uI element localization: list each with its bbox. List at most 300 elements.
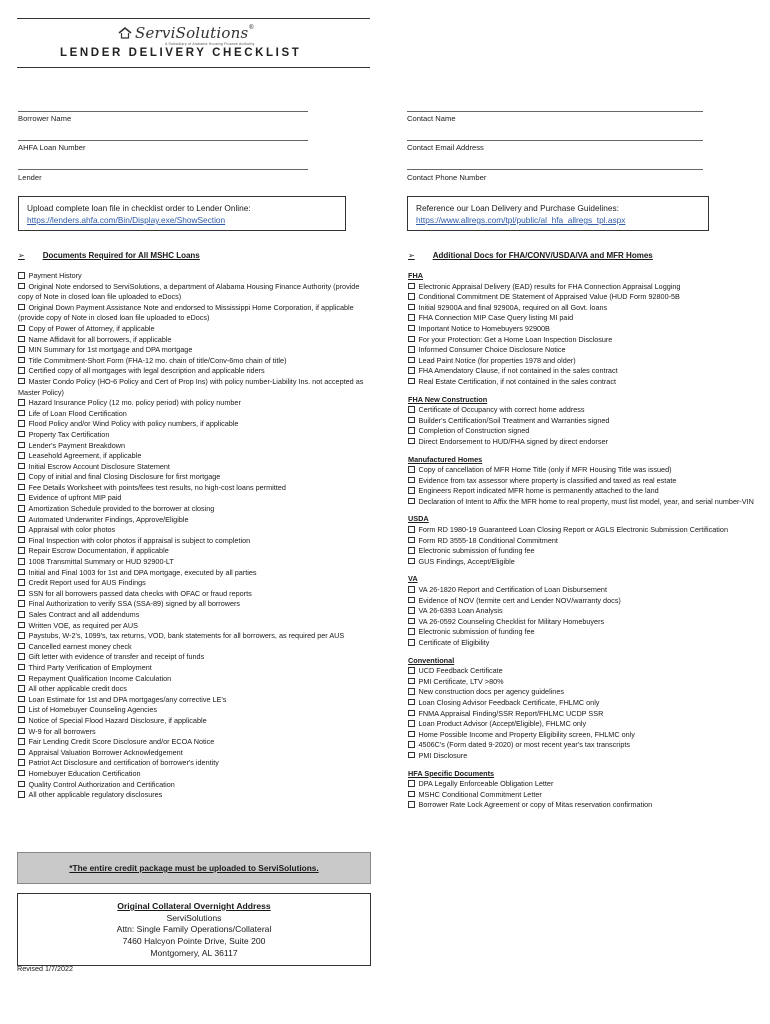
checklist-item [18, 652, 370, 663]
checklist-item [408, 627, 754, 638]
ahfa-loan-number-label: AHFA Loan Number [18, 143, 86, 152]
upload-instructions-box [18, 196, 346, 231]
checklist-item [408, 497, 754, 508]
checklist-item [408, 282, 754, 293]
lender-online-link[interactable]: https://lenders.ahfa.com/Bin/Display.exe/ShowSection [27, 215, 226, 225]
checklist-item-label: Hazard Insurance Policy (12 mo. policy period) with policy number [28, 398, 241, 408]
checklist-item-label: Appraisal with color photos [28, 525, 116, 535]
checklist-item-label: Sales Contract and all addendums [28, 610, 140, 619]
checklist-item [18, 441, 370, 452]
checklist-item [18, 324, 370, 335]
checklist-item [18, 546, 370, 557]
checklist-item-label: Copy of initial and final Closing Disclosure for first mortgage [28, 472, 221, 482]
checklist-item-label: VA 26-6393 Loan Analysis [418, 606, 503, 616]
checkbox[interactable] [408, 367, 415, 374]
borrower-name-line[interactable] [18, 111, 308, 112]
checklist-item [408, 366, 754, 377]
checklist-item-label: GUS Findings, Accept/Eligible [418, 556, 515, 566]
arrow-bullet-icon: ➢ [408, 251, 415, 260]
checklist-item-label: Life of Loan Flood Certification [28, 408, 127, 418]
checklist-item-label: Cancelled earnest money check [28, 641, 132, 651]
checkbox[interactable] [18, 558, 25, 565]
checkbox[interactable] [18, 431, 25, 438]
upload-notice-text: *The entire credit package must be uploaded to ServiSolutions. [69, 863, 319, 873]
checklist-item [18, 271, 370, 282]
address-line: Attn: Single Family Operations/Collateral [116, 924, 272, 935]
checkbox[interactable] [408, 487, 415, 494]
checkbox[interactable] [408, 780, 415, 787]
checklist-item [408, 709, 754, 720]
checklist-item [408, 751, 754, 762]
checkbox[interactable] [18, 781, 25, 788]
required-documents-list [18, 271, 370, 801]
checklist-item-label: Credit Report used for AUS Findings [28, 578, 146, 588]
checklist-item-label: Repayment Qualification Income Calculation [28, 673, 172, 683]
checklist-item-label: Amortization Schedule provided to the borrower at closing [28, 504, 215, 514]
checklist-item-label: For your Protection: Get a Home Loan Inspection Disclosure [418, 334, 613, 344]
checkbox[interactable] [18, 272, 25, 279]
checklist-item-label: W-9 for all borrowers [28, 726, 96, 736]
checklist-item-label: Certificate of Occupancy with correct home address [418, 405, 585, 415]
checkbox[interactable] [408, 477, 415, 484]
checklist-item [408, 536, 754, 547]
checkbox[interactable] [18, 770, 25, 777]
checklist-item [408, 638, 754, 649]
checklist-item-label: Gift letter with evidence of transfer and receipt of funds [28, 652, 205, 662]
subsection-heading: Manufactured Homes [408, 454, 483, 464]
checkbox[interactable] [408, 801, 415, 808]
checklist-item-label: List of Homebuyer Counseling Agencies [28, 705, 158, 715]
checklist-item [408, 719, 754, 730]
page-title: LENDER DELIVERY CHECKLIST [60, 47, 302, 59]
checklist-item-label: Paystubs, W-2's, 1099's, tax returns, VOD, bank statements for all borrowers, as required per AUS [28, 631, 345, 641]
checklist-item [18, 748, 370, 759]
checkbox[interactable] [18, 473, 25, 480]
checklist-item [18, 610, 370, 621]
checkbox[interactable] [408, 336, 415, 343]
checklist-item [408, 687, 754, 698]
checklist-item-label: Patriot Act Disclosure and certification of borrower's identity [28, 758, 219, 768]
checklist-item-label: Electronic Appraisal Delivery (EAD) results for FHA Connection Appraisal Logging [418, 281, 681, 291]
checklist-item [18, 419, 370, 430]
checkbox[interactable] [18, 516, 25, 523]
checkbox[interactable] [18, 728, 25, 735]
checkbox[interactable] [18, 494, 25, 501]
guidelines-link[interactable]: https://www.allregs.com/tpl/public/al_hfa_allregs_tpl.aspx [416, 215, 626, 225]
logo-text: ServiSolutions [135, 24, 249, 42]
logo-trademark: ® [248, 24, 255, 31]
contact-phone-label: Contact Phone Number [407, 173, 487, 182]
borrower-name-label: Borrower Name [18, 114, 72, 123]
checklist-item-label: Final Inspection with color photos if appraisal is subject to completion [28, 535, 251, 545]
checklist-item [408, 800, 754, 811]
checklist-item-label: Engineers Report indicated MFR home is permanently attached to the land [418, 486, 659, 496]
checkbox[interactable] [408, 731, 415, 738]
checklist-item [18, 684, 370, 695]
checklist-item-label: Important Notice to Homebuyers 92900B [418, 323, 550, 333]
checklist-item-label: PMI Disclosure [418, 750, 468, 760]
contact-name-label: Contact Name [407, 114, 456, 123]
checklist-item-label: All other applicable credit docs [28, 684, 127, 694]
checklist-item [18, 674, 370, 685]
checklist-item-label: Certified copy of all mortgages with legal description and applicable riders [28, 366, 265, 376]
checklist-item [408, 585, 754, 596]
checkbox[interactable] [408, 537, 415, 544]
checklist-item [18, 451, 370, 462]
checklist-item [408, 557, 754, 568]
checklist-item [408, 790, 754, 801]
checklist-item [18, 483, 370, 494]
checkbox[interactable] [408, 720, 415, 727]
checkbox[interactable] [408, 304, 415, 311]
checklist-item [18, 282, 370, 303]
checkbox[interactable] [408, 586, 415, 593]
checklist-item [408, 335, 754, 346]
checkbox[interactable] [18, 367, 25, 374]
checklist-item-label: VA 26-1820 Report and Certification of Loan Disbursement [418, 585, 607, 595]
checklist-item-label: Loan Closing Advisor Feedback Certificate, FHLMC only [418, 697, 600, 707]
checklist-item-label: Home Possible Income and Property Eligibility screen, FHLMC only [418, 729, 635, 739]
checkbox[interactable] [18, 410, 25, 417]
checklist-item [18, 462, 370, 473]
checkbox[interactable] [18, 283, 25, 290]
checkbox[interactable] [408, 741, 415, 748]
checklist-item-label: Master Condo Policy (HO-6 Policy and Cert of Prop Ins) with policy number-Liability Ins. not accepted as Master Policy) [18, 376, 364, 397]
address-line: Montgomery, AL 36117 [150, 947, 238, 958]
checkbox[interactable] [408, 699, 415, 706]
checkbox[interactable] [408, 628, 415, 635]
checkbox[interactable] [408, 406, 415, 413]
checklist-item [18, 409, 370, 420]
checkbox[interactable] [18, 590, 25, 597]
checkbox[interactable] [408, 678, 415, 685]
reference-guidelines-box [407, 196, 709, 231]
checklist-item-label: Name Affidavit for all borrowers, if applicable [28, 334, 172, 344]
checklist-item [408, 416, 754, 427]
checkbox[interactable] [18, 738, 25, 745]
checklist-item [408, 677, 754, 688]
checklist-item-label: Form RD 1980-19 Guaranteed Loan Closing Report or AGLS Electronic Submission Certification [418, 525, 728, 535]
checkbox[interactable] [18, 547, 25, 554]
checklist-item [18, 578, 370, 589]
checklist-item [18, 737, 370, 748]
checkbox[interactable] [18, 346, 25, 353]
checklist-item-label: Homebuyer Education Certification [28, 768, 141, 778]
checklist-item [18, 727, 370, 738]
checkbox[interactable] [18, 304, 25, 311]
checklist-item [408, 313, 754, 324]
contact-email-line[interactable] [407, 140, 703, 141]
checkbox[interactable] [18, 717, 25, 724]
checkbox[interactable] [18, 357, 25, 364]
contact-email-label: Contact Email Address [407, 143, 484, 152]
checklist-item [18, 366, 370, 377]
checkbox[interactable] [18, 420, 25, 427]
checklist-item-label: FHA Amendatory Clause, if not contained in the sales contract [418, 366, 618, 376]
right-section-heading [408, 251, 653, 260]
checklist-item-label: SSN for all borrowers passed data checks with OFAC or fraud reports [28, 588, 252, 598]
upload-notice-banner [17, 852, 371, 884]
checkbox[interactable] [18, 749, 25, 756]
header-top-rule [17, 18, 370, 19]
subsection-heading: USDA [408, 514, 429, 524]
right-section-title: Additional Docs for FHA/CONV/USDA/VA and MFR Homes [432, 251, 653, 260]
checkbox[interactable] [18, 675, 25, 682]
upload-instructions-text: Upload complete loan file in checklist order to Lender Online: [27, 203, 251, 213]
subsection-heading: HFA Specific Documents [408, 768, 495, 778]
checkbox[interactable] [18, 696, 25, 703]
checklist-item-label: Evidence of NOV (termite cert and Lender NOV/warranty docs) [418, 595, 621, 605]
checklist-item-label: Evidence from tax assessor where property is classified and taxed as real estate [418, 475, 677, 485]
checklist-item-label: All other applicable regulatory disclosures [28, 790, 163, 800]
checkbox[interactable] [18, 463, 25, 470]
ahfa-loan-number-line[interactable] [18, 140, 308, 141]
contact-name-line[interactable] [407, 111, 703, 112]
arrow-bullet-icon: ➢ [18, 251, 25, 260]
checkbox[interactable] [408, 607, 415, 614]
checkbox[interactable] [18, 537, 25, 544]
checklist-item [18, 557, 370, 568]
checklist-item-label: Notice of Special Flood Hazard Disclosure, if applicable [28, 715, 207, 725]
checklist-item [18, 504, 370, 515]
header-bottom-rule [17, 67, 370, 68]
checklist-item-label: New construction docs per agency guidelines [418, 687, 564, 697]
checklist-item-label: Copy of cancellation of MFR Home Title (only if MFR Housing Title was issued) [418, 465, 672, 475]
collateral-address-box [17, 893, 371, 966]
checkbox[interactable] [408, 417, 415, 424]
logo-tagline: A Subsidiary of Alabama Housing Finance Authority [165, 42, 255, 46]
checkbox[interactable] [18, 378, 25, 385]
checklist-item [408, 303, 754, 314]
checklist-item-label: Property Tax Certification [28, 429, 110, 439]
checkbox[interactable] [18, 632, 25, 639]
checklist-item [18, 536, 370, 547]
checklist-item [18, 663, 370, 674]
checkbox[interactable] [408, 526, 415, 533]
checklist-item [408, 666, 754, 677]
checklist-item [18, 515, 370, 526]
checklist-item [18, 493, 370, 504]
checklist-item [408, 426, 754, 437]
checkbox[interactable] [18, 526, 25, 533]
left-section-title: Documents Required for All MSHC Loans [42, 251, 200, 260]
checklist-item [18, 356, 370, 367]
checkbox[interactable] [408, 558, 415, 565]
checklist-item [408, 486, 754, 497]
checklist-item-label: Real Estate Certification, if not contained in the sales contract [418, 376, 616, 386]
checkbox[interactable] [18, 336, 25, 343]
checklist-item [408, 617, 754, 628]
additional-documents-list [408, 271, 754, 811]
subsection-heading: VA [408, 574, 418, 584]
checkbox[interactable] [408, 466, 415, 473]
checklist-item-label: DPA Legally Enforceable Obligation Letter [418, 779, 554, 789]
checkbox[interactable] [408, 618, 415, 625]
checkbox[interactable] [408, 346, 415, 353]
checkbox[interactable] [408, 283, 415, 290]
address-line: 7460 Halcyon Pointe Drive, Suite 200 [122, 936, 266, 947]
checklist-item [18, 769, 370, 780]
checkbox[interactable] [408, 498, 415, 505]
checklist-item-label: Flood Policy and/or Wind Policy with policy numbers, if applicable [28, 419, 239, 429]
checklist-item-label: Original Note endorsed to ServiSolutions, a department of Alabama Housing Finance Authority (provide copy of Note in closed loan file uploaded to eDocs) [18, 281, 360, 302]
checkbox[interactable] [18, 569, 25, 576]
checklist-item [18, 758, 370, 769]
checklist-item-label: FHA Connection MIP Case Query listing MI paid [418, 313, 574, 323]
checklist-item [408, 324, 754, 335]
checklist-item-label: Final Authorization to verify SSA (SSA-89) signed by all borrowers [28, 599, 241, 609]
checklist-item [18, 568, 370, 579]
checkbox[interactable] [408, 325, 415, 332]
checklist-item [408, 345, 754, 356]
checkbox[interactable] [18, 442, 25, 449]
checklist-item-label: 1008 Transmittal Summary or HUD 92900-LT [28, 557, 174, 567]
checkbox[interactable] [18, 484, 25, 491]
checkbox[interactable] [18, 600, 25, 607]
checklist-item-label: Builder's Certification/Soil Treatment and Warranties signed [418, 415, 610, 425]
checklist-item [408, 465, 754, 476]
checklist-item-label: Copy of Power of Attorney, if applicable [28, 323, 155, 333]
checkbox[interactable] [408, 752, 415, 759]
lender-line[interactable] [18, 169, 308, 170]
checklist-item [18, 472, 370, 483]
checkbox[interactable] [18, 685, 25, 692]
checklist-item-label: Initial 92900A and final 92900A, required on all Govt. loans [418, 302, 608, 312]
checkbox[interactable] [18, 505, 25, 512]
checklist-item-label: 4506C's (Form dated 9-2020) or most recent year's tax transcripts [418, 740, 630, 750]
checklist-item [18, 345, 370, 356]
subsection-heading: FHA [408, 271, 423, 280]
checklist-item [18, 780, 370, 791]
revision-date: Revised 1/7/2022 [17, 964, 73, 973]
checklist-item [18, 335, 370, 346]
checklist-item [408, 546, 754, 557]
checklist-item-label: Electronic submission of funding fee [418, 546, 535, 556]
checklist-item-label: Title Commitment-Short Form (FHA-12 mo. chain of title/Conv-6mo chain of title) [28, 355, 287, 365]
checkbox[interactable] [408, 293, 415, 300]
checklist-item-label: Direct Endorsement to HUD/FHA signed by direct endorser [418, 436, 608, 446]
checkbox[interactable] [408, 357, 415, 364]
reference-guidelines-text: Reference our Loan Delivery and Purchase Guidelines: [416, 203, 619, 213]
checkbox[interactable] [408, 547, 415, 554]
checklist-item-label: Fee Details Worksheet with points/fees test results, no high-cost loans permitted [28, 482, 286, 492]
checklist-item-label: MIN Summary for 1st mortgage and DPA mortgage [28, 345, 193, 355]
checklist-item [18, 303, 370, 324]
checklist-item-label: Leasehold Agreement, if applicable [28, 451, 142, 461]
checklist-item-label: Initial and Final 1003 for 1st and DPA mortgage, executed by all parties [28, 567, 257, 577]
checklist-item-label: Certificate of Eligibility [418, 638, 490, 647]
checklist-item [408, 596, 754, 607]
checklist-item-label: Fair Lending Credit Score Disclosure and/or ECOA Notice [28, 737, 215, 747]
checklist-item-label: Loan Estimate for 1st and DPA mortgages/any corrective LE's [28, 694, 227, 704]
checklist-item-label: MSHC Conditional Commitment Letter [418, 789, 542, 799]
lender-label: Lender [18, 173, 42, 182]
checkbox[interactable] [408, 710, 415, 717]
checkbox[interactable] [18, 653, 25, 660]
checklist-item-label: Appraisal Valuation Borrower Acknowledgement [28, 747, 183, 757]
checklist-item [18, 430, 370, 441]
checkbox[interactable] [18, 452, 25, 459]
checkbox[interactable] [18, 706, 25, 713]
checklist-item [408, 606, 754, 617]
checklist-item-label: Evidence of upfront MIP paid [28, 493, 122, 503]
checkbox[interactable] [408, 438, 415, 445]
checkbox[interactable] [408, 378, 415, 385]
checklist-item [18, 631, 370, 642]
checklist-item [18, 695, 370, 706]
checkbox[interactable] [408, 314, 415, 321]
checklist-item-label: Lender's Payment Breakdown [28, 440, 125, 450]
checkbox[interactable] [408, 688, 415, 695]
checkbox[interactable] [408, 427, 415, 434]
checkbox[interactable] [18, 611, 25, 618]
checklist-item-label: Electronic submission of funding fee [418, 627, 535, 637]
checkbox[interactable] [18, 791, 25, 798]
checklist-item-label: Informed Consumer Choice Disclosure Notice [418, 345, 566, 355]
checklist-item-label: FNMA Appraisal Finding/SSR Report/FHLMC UCDP SSR [418, 708, 604, 718]
checklist-item [18, 705, 370, 716]
checklist-item [18, 716, 370, 727]
checkbox[interactable] [18, 622, 25, 629]
checklist-item-label: Written VOE, as required per AUS [28, 620, 138, 630]
checklist-item [18, 377, 370, 398]
checklist-item-label: Loan Product Advisor (Accept/Eligible), FHLMC only [418, 719, 587, 729]
collateral-address-title: Original Collateral Overnight Address [117, 901, 271, 911]
checklist-item-label: Quality Control Authorization and Certification [28, 779, 175, 789]
checkbox[interactable] [18, 399, 25, 406]
checkbox[interactable] [408, 791, 415, 798]
checklist-item [408, 698, 754, 709]
left-section-heading [18, 251, 200, 260]
checklist-item [18, 398, 370, 409]
checklist-item-label: PMI Certificate, LTV >80% [418, 676, 504, 686]
checkbox[interactable] [18, 325, 25, 332]
subsection-heading: FHA New Construction [408, 394, 488, 404]
checklist-item-label: Third Party Verification of Employment [28, 662, 152, 672]
checklist-item-label: Form RD 3555-18 Conditional Commitment [418, 535, 558, 545]
checklist-item-label: Payment History [28, 271, 82, 280]
checkbox[interactable] [408, 667, 415, 674]
contact-phone-line[interactable] [407, 169, 703, 170]
checklist-item [408, 437, 754, 448]
checkbox[interactable] [18, 643, 25, 650]
checklist-item [408, 377, 754, 388]
checklist-item-label: Completion of Construction signed [418, 426, 530, 436]
checklist-item [408, 292, 754, 303]
checkbox[interactable] [408, 597, 415, 604]
checklist-item [18, 599, 370, 610]
checkbox[interactable] [408, 639, 415, 646]
checklist-item [18, 642, 370, 653]
checkbox[interactable] [18, 664, 25, 671]
checklist-item-label: Original Down Payment Assistance Note and endorsed to Mississippi Home Corporation, if applicable (provide copy of Note in closed loan file uploaded to eDocs) [18, 302, 354, 323]
checklist-item [408, 405, 754, 416]
checklist-item-label: Initial Escrow Account Disclosure Statement [28, 461, 170, 471]
checklist-item [18, 790, 370, 801]
checklist-item [18, 589, 370, 600]
checkbox[interactable] [18, 759, 25, 766]
subsection-heading: Conventional [408, 655, 455, 665]
checklist-item-label: Repair Escrow Documentation, if applicable [28, 546, 169, 556]
checklist-item-label: Declaration of Intent to Affix the MFR home to real property, must list model, year, and serial number-VIN [418, 496, 754, 506]
checklist-item [18, 621, 370, 632]
checklist-item-label: VA 26-0592 Counseling Checklist for Military Homebuyers [418, 616, 605, 626]
servisolutions-logo [118, 24, 255, 42]
checkbox[interactable] [18, 579, 25, 586]
address-line: ServiSolutions [166, 912, 222, 923]
checklist-item-label: Conditional Commitment DE Statement of Appraised Value (HUD Form 92800-5B [418, 292, 680, 302]
checklist-item-label: UCD Feedback Certificate [418, 666, 503, 676]
